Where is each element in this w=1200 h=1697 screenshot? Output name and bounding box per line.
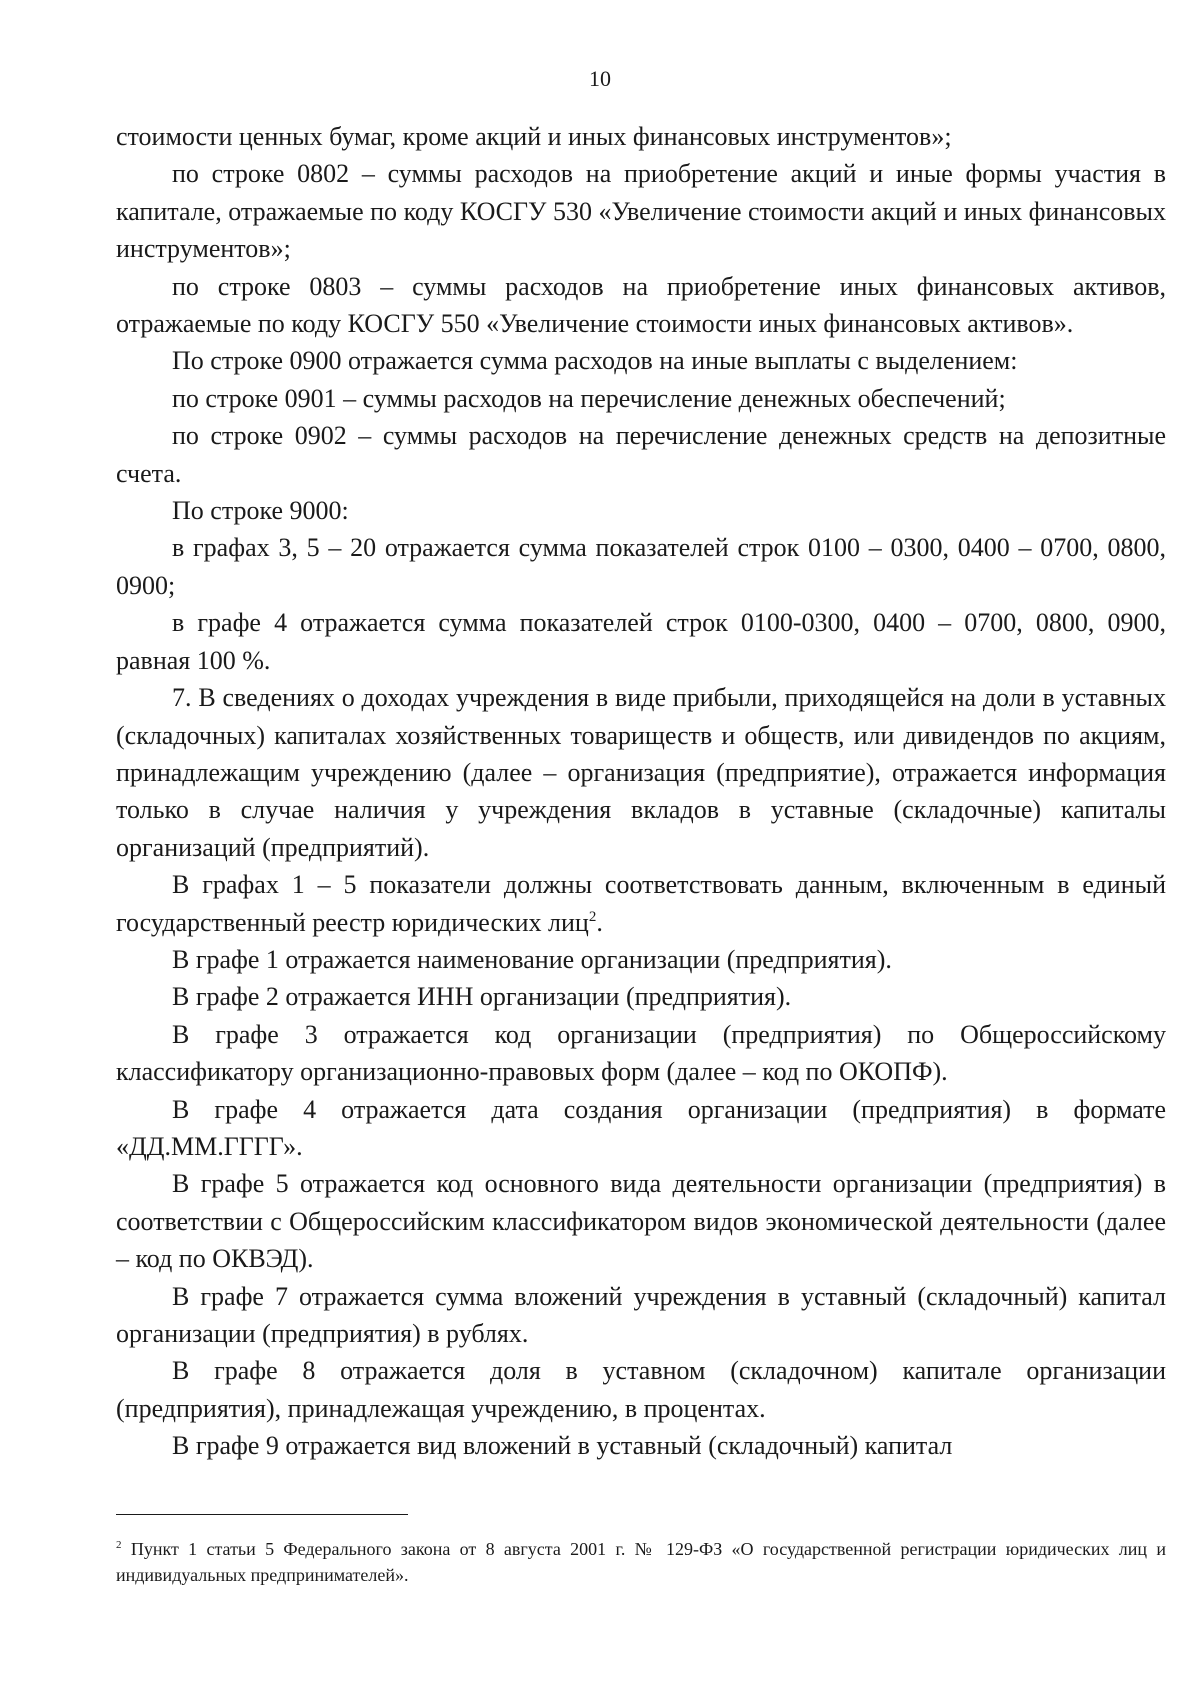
paragraph-text: В графах 1 – 5 показатели должны соответствовать данным, включенным в единый государственный реестр юридических лиц <box>116 870 1166 937</box>
paragraph <box>116 380 1166 417</box>
paragraph-text: в графах 3, 5 – 20 отражается сумма показателей строк 0100 – 0300, 0400 – 0700, 0800, 0900; <box>116 533 1166 600</box>
footnote-text: Пункт 1 статьи 5 Федерального закона от 8 августа 2001 г. № 129-ФЗ «О государственной регистрации юридических лиц и индивидуальных предпринимателей». <box>116 1539 1166 1585</box>
paragraph-text: 7. В сведениях о доходах учреждения в виде прибыли, приходящейся на доли в уставных (складочных) капиталах хозяйственных товариществ и обществ, или дивидендов по акциям, принадлежащим учреждению (далее – организация (предприятие), отражается информация только в случае наличия у учреждения вкладов в уставные (складочные) капиталы организаций (предприятий). <box>116 683 1166 862</box>
paragraph-text: по строке 0803 – суммы расходов на приобретение иных финансовых активов, отражаемые по коду КОСГУ 550 «Увеличение стоимости иных финансовых активов». <box>116 271 1166 339</box>
paragraph-text: В графе 4 отражается дата создания организации (предприятия) в формате «ДД.ММ.ГГГГ». <box>116 1094 1166 1161</box>
paragraph <box>116 342 1166 379</box>
paragraph <box>116 492 1166 529</box>
paragraph <box>116 268 1166 343</box>
paragraph-text: по строке 0802 – суммы расходов на приобретение акций и иные формы участия в капитале, отражаемые по коду КОСГУ 530 «Увеличение стоимости акций и иных финансовых инструментов»; <box>116 159 1166 264</box>
paragraph-text: В графе 5 отражается код основного вида деятельности организации (предприятия) в соответствии с Общероссийским классификатором видов экономической деятельности (далее – код по ОКВЭД). <box>116 1169 1166 1274</box>
paragraph-text: по строке 0901 – суммы расходов на перечисление денежных обеспечений; <box>172 383 1006 413</box>
footnote-divider <box>116 1514 408 1515</box>
paragraph <box>116 155 1166 267</box>
paragraph <box>116 978 1166 1015</box>
paragraph <box>116 1165 1166 1277</box>
page-number: 10 <box>589 66 611 91</box>
paragraph <box>116 1016 1166 1091</box>
paragraph <box>116 679 1166 866</box>
paragraph-text: В графе 8 отражается доля в уставном (складочном) капитале организации (предприятия), принадлежащая учреждению, в процентах. <box>116 1356 1166 1423</box>
footnote-mark: 2 <box>116 1539 122 1551</box>
paragraph <box>116 417 1166 492</box>
paragraph-text: по строке 0902 – суммы расходов на перечисление денежных средств на депозитные счета. <box>116 421 1166 488</box>
paragraph <box>116 529 1166 604</box>
paragraph-text: В графе 1 отражается наименование организации (предприятия). <box>172 944 892 974</box>
body-text <box>116 118 1166 1465</box>
footnote-reference[interactable]: 2 <box>588 908 597 925</box>
paragraph <box>116 1427 1166 1464</box>
paragraph-text: По строке 9000: <box>172 496 349 526</box>
paragraph <box>116 866 1166 941</box>
paragraph-text: В графе 3 отражается код организации (предприятия) по Общероссийскому классификатору организационно-правовых форм (далее – код по ОКОПФ). <box>116 1019 1166 1087</box>
paragraph <box>116 118 1166 155</box>
paragraph <box>116 1091 1166 1166</box>
paragraph-text: В графе 2 отражается ИНН организации (предприятия). <box>172 982 792 1012</box>
paragraph-text: стоимости ценных бумаг, кроме акций и иных финансовых инструментов»; <box>116 122 952 151</box>
footnote <box>116 1536 1166 1588</box>
paragraph-text: в графе 4 отражается сумма показателей строк 0100-0300, 0400 – 0700, 0800, 0900, равная 100 %. <box>116 608 1166 675</box>
paragraph-text: По строке 0900 отражается сумма расходов на иные выплаты с выделением: <box>172 346 1018 376</box>
paragraph-text: В графе 9 отражается вид вложений в уставный (складочный) капитал <box>172 1431 953 1461</box>
paragraph <box>116 941 1166 978</box>
paragraph <box>116 604 1166 679</box>
paragraph <box>116 1352 1166 1427</box>
paragraph <box>116 1278 1166 1353</box>
paragraph-text-end: . <box>596 907 603 937</box>
paragraph-text: В графе 7 отражается сумма вложений учреждения в уставный (складочный) капитал организации (предприятия) в рублях. <box>116 1281 1166 1348</box>
